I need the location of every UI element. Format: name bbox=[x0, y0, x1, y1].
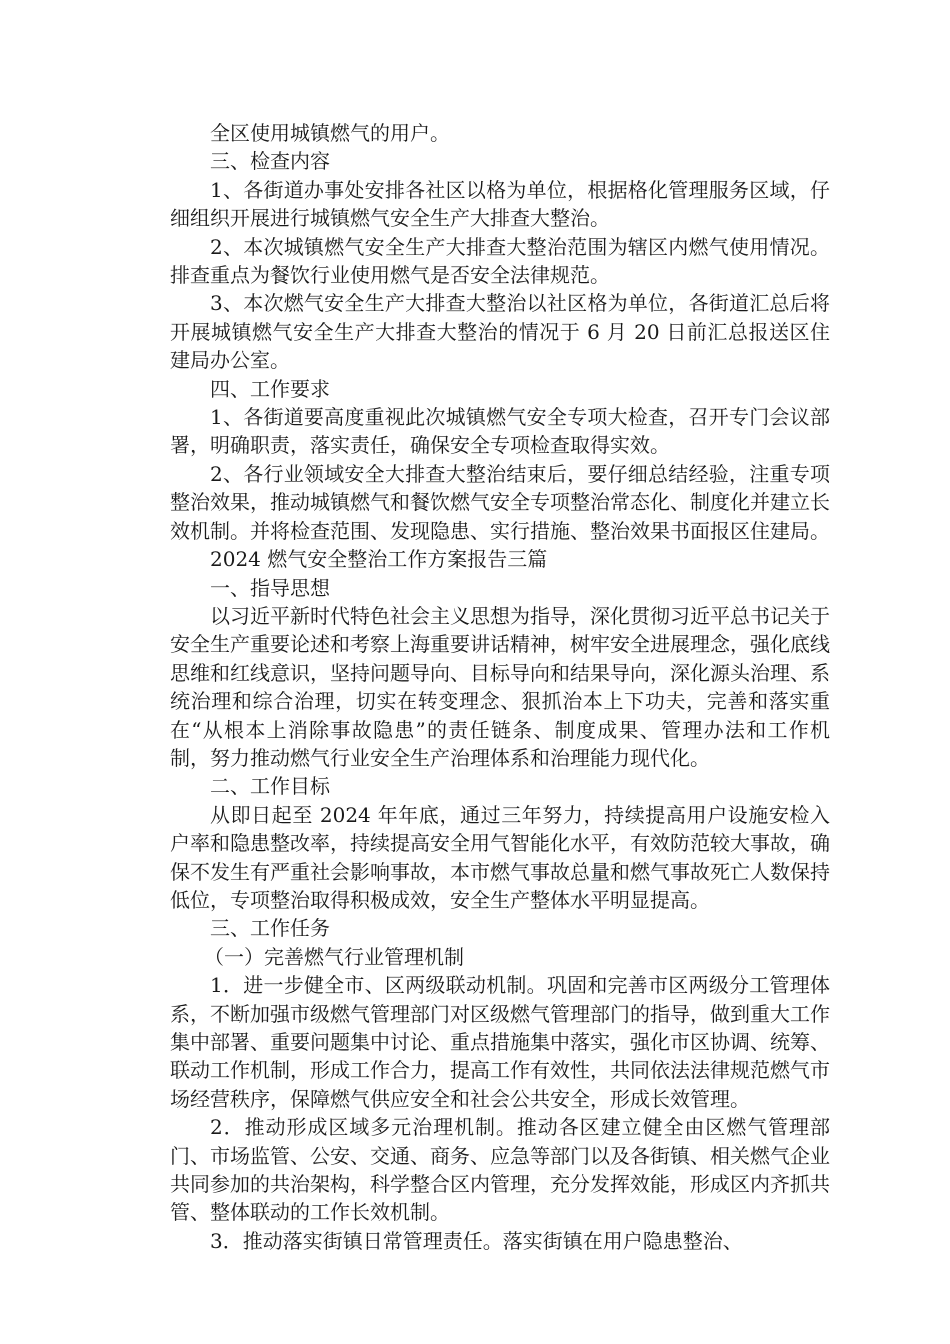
paragraph: 2、各行业领域安全大排查大整治结束后，要仔细总结经验，注重专项整治效果，推动城镇燃气和餐饮燃气安全专项整治常态化、制度化并建立长效机制。并将检查范围、发现隐患、实行措施、整治效果书面报区住建局。 bbox=[170, 461, 830, 543]
document-body bbox=[170, 119, 830, 1255]
section-heading: 四、工作要求 bbox=[210, 376, 330, 401]
paragraph: 2．推动形成区域多元治理机制。推动各区建立健全由区燃气管理部门、市场监管、公安、交通、商务、应急等部门以及各街镇、相关燃气企业共同参加的共治架构，科学整合区内管理，充分发挥效能，形成区内齐抓共管、整体联动的工作长效机制。 bbox=[170, 1115, 830, 1225]
paragraph: 2、本次城镇燃气安全生产大排查大整治范围为辖区内燃气使用情况。排查重点为餐饮行业使用燃气是否安全法律规范。 bbox=[170, 234, 830, 288]
paragraph: 全区使用城镇燃气的用户。 bbox=[210, 121, 450, 145]
paragraph: 3．推动落实街镇日常管理责任。落实街镇在用户隐患整治、 bbox=[210, 1228, 743, 1253]
section-heading: 三、检查内容 bbox=[210, 149, 330, 174]
paragraph: 以习近平新时代特色社会主义思想为指导，深化贯彻习近平总书记关于安全生产重要论述和考察上海重要讲话精神，树牢安全进展理念，强化底线思维和红线意识，坚持问题导向、目标导向和结果导向，深化源头治理、系统治理和综合治理，切实在转变理念、狠抓治本上下功夫，完善和落实重在“从根本上消除事故隐患”的责任链条、制度成果、管理办法和工作机制，努力推动燃气行业安全生产治理体系和治理能力现代化。 bbox=[170, 603, 830, 770]
section-heading: 二、工作目标 bbox=[210, 774, 330, 799]
paragraph: 1、各街道要高度重视此次城镇燃气安全专项大检查，召开专门会议部署，明确职责，落实责任，确保安全专项检查取得实效。 bbox=[170, 405, 830, 458]
paragraph: 3、本次燃气安全生产大排查大整治以社区格为单位，各街道汇总后将开展城镇燃气安全生产大排查大整治的情况于 6 月 20 日前汇总报送区住建局办公室。 bbox=[170, 291, 830, 373]
paragraph: 1、各街道办事处安排各社区以格为单位，根据格化管理服务区域，仔细组织开展进行城镇燃气安全生产大排查大整治。 bbox=[170, 177, 830, 231]
subsection-heading: （一）完善燃气行业管理机制 bbox=[204, 944, 464, 969]
paragraph: 从即日起至 2024 年年底，通过三年努力，持续提高用户设施安检入户率和隐患整改率，持续提高安全用气智能化水平，有效防范较大事故，确保不发生有严重社会影响事故，本市燃气事故总量和燃气事故死亡人数保持低位，专项整治取得积极成效，安全生产整体水平明显提高。 bbox=[170, 802, 830, 912]
section-heading: 一、指导思想 bbox=[210, 575, 330, 600]
paragraph: 1．进一步健全市、区两级联动机制。巩固和完善市区两级分工管理体系，不断加强市级燃气管理部门对区级燃气管理部门的指导，做到重大工作集中部署、重要问题集中讨论、重点措施集中落实，强化市区协调、统筹、联动工作机制，形成工作合力，提高工作有效性，共同依法法律规范燃气市场经营秩序，保障燃气供应安全和社会公共安全，形成长效管理。 bbox=[170, 973, 830, 1111]
document-title: 2024 燃气安全整治工作方案报告三篇 bbox=[210, 547, 548, 572]
section-heading: 三、工作任务 bbox=[210, 916, 330, 941]
